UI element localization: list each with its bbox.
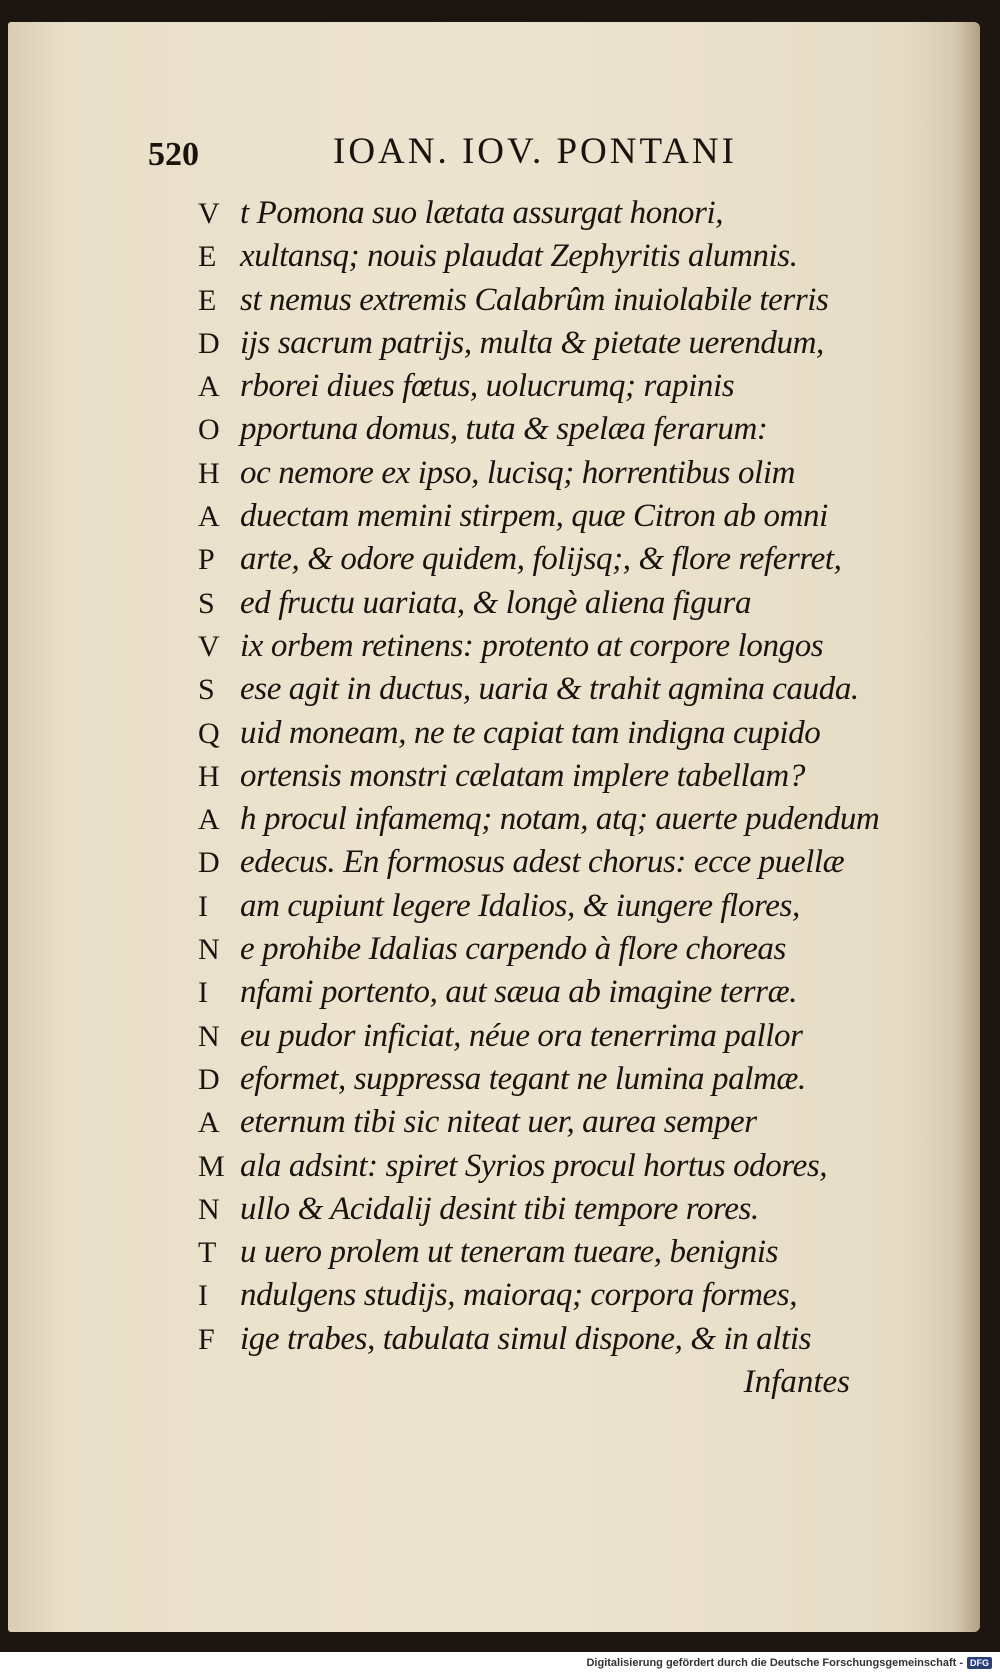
verse-text: uid moneam, ne te capiat tam indigna cupido: [240, 714, 821, 751]
verse-initial: I: [198, 976, 208, 1010]
verse-initial: A: [198, 500, 220, 534]
verse-text: eternum tibi sic niteat uer, aurea semper: [240, 1104, 757, 1141]
verse-text: xultansq; nouis plaudat Zephyritis alumnis.: [240, 238, 798, 275]
verse-text: st nemus extremis Calabrûm inuiolabile terris: [240, 281, 829, 318]
verse-list: [198, 192, 938, 1361]
verse-text: ullo & Acidalij desint tibi tempore rores.: [240, 1190, 759, 1227]
verse-text: pportuna domus, tuta & spelæa ferarum:: [240, 411, 768, 448]
verse-initial: Q: [198, 716, 220, 750]
verse-line: [198, 928, 938, 971]
verse-initial: F: [198, 1322, 215, 1356]
verse-line: [198, 408, 938, 451]
verse-line: [198, 365, 938, 408]
verse-initial: N: [198, 933, 220, 967]
verse-initial: E: [198, 283, 217, 317]
running-title: IOAN. IOV. PONTANI: [333, 131, 737, 172]
verse-text: am cupiunt legere Idalios, & iungere flores,: [240, 887, 800, 924]
verse-initial: N: [198, 1019, 220, 1053]
verse-initial: M: [198, 1149, 225, 1183]
verse-line: [198, 755, 938, 798]
verse-initial: D: [198, 846, 220, 880]
verse-line: [198, 538, 938, 581]
verse-text: nfami portento, aut sæua ab imagine terræ.: [240, 974, 798, 1011]
verse-initial: S: [198, 673, 215, 707]
verse-line: [198, 841, 938, 884]
verse-line: [198, 798, 938, 841]
verse-initial: V: [198, 629, 220, 663]
verse-line: [198, 1145, 938, 1188]
verse-text: rborei diues fœtus, uolucrumq; rapinis: [240, 368, 735, 405]
verse-initial: D: [198, 326, 220, 360]
verse-initial: E: [198, 240, 217, 274]
verse-initial: A: [198, 1106, 220, 1140]
verse-text: duectam memini stirpem, quæ Citron ab omni: [240, 498, 828, 535]
verse-initial: T: [198, 1236, 217, 1270]
running-head: [148, 122, 788, 178]
verse-initial: H: [198, 456, 220, 490]
funding-credit: Digitalisierung gefördert durch die Deutsche Forschungsgemeinschaft -: [586, 1657, 963, 1669]
catchword: Infantes: [743, 1364, 850, 1400]
verse-line: [198, 1231, 938, 1274]
verse-line: [198, 1015, 938, 1058]
verse-text: ese agit in ductus, uaria & trahit agmina cauda.: [240, 671, 859, 708]
verse-line: [198, 1188, 938, 1231]
verse-line: [198, 1274, 938, 1317]
verse-line: [198, 625, 938, 668]
verse-initial: S: [198, 586, 215, 620]
verse-text: eu pudor inficiat, néue ora tenerrima pallor: [240, 1017, 803, 1054]
verse-initial: A: [198, 803, 220, 837]
verse-line: [198, 495, 938, 538]
verse-initial: I: [198, 1279, 208, 1313]
verse-initial: V: [198, 197, 220, 230]
verse-text: ige trabes, tabulata simul dispone, & in altis: [240, 1320, 812, 1357]
verse-line: [198, 1318, 938, 1361]
verse-text: h procul infamemq; notam, atq; auerte pudendum: [240, 801, 880, 838]
page-number: 520: [148, 136, 199, 173]
verse-text: u uero prolem ut teneram tueare, benignis: [240, 1234, 779, 1271]
verse-initial: A: [198, 370, 220, 404]
verse-text: arte, & odore quidem, folijsq;, & flore referret,: [240, 541, 842, 578]
verse-initial: P: [198, 543, 215, 577]
verse-text: ix orbem retinens: protento at corpore longos: [240, 627, 824, 664]
verse-line: [198, 452, 938, 495]
dfg-logo-icon: DFG: [967, 1657, 992, 1669]
verse-text: ala adsint: spiret Syrios procul hortus odores,: [240, 1147, 828, 1184]
verse-initial: D: [198, 1062, 220, 1096]
verse-text: ed fructu uariata, & longè aliena figura: [240, 584, 752, 621]
verse-line: [198, 582, 938, 625]
book-page: [8, 22, 980, 1632]
verse-line: [198, 668, 938, 711]
digitization-footer: [586, 1654, 992, 1672]
verse-initial: I: [198, 889, 208, 923]
verse-line: [198, 322, 938, 365]
verse-text: t Pomona suo lætata assurgat honori,: [240, 195, 724, 231]
verse-line: [198, 712, 938, 755]
verse-text: ortensis monstri cælatam implere tabellam?: [240, 757, 805, 794]
verse-text: e prohibe Idalias carpendo à flore choreas: [240, 931, 786, 968]
verse-line: [198, 235, 938, 278]
verse-line: [198, 885, 938, 928]
verse-line: [198, 1058, 938, 1101]
verse-line: [198, 971, 938, 1014]
verse-line: [198, 279, 938, 322]
verse-text: eformet, suppressa tegant ne lumina palmæ.: [240, 1060, 806, 1097]
verse-line: [198, 1101, 938, 1144]
verse-initial: N: [198, 1192, 220, 1226]
verse-text: ndulgens studijs, maioraq; corpora formes,: [240, 1277, 798, 1314]
verse-line: [198, 192, 938, 235]
verse-text: oc nemore ex ipso, lucisq; horrentibus olim: [240, 454, 796, 491]
verse-initial: H: [198, 759, 220, 793]
verse-text: edecus. En formosus adest chorus: ecce puellæ: [240, 844, 845, 881]
verse-text: ijs sacrum patrijs, multa & pietate uerendum,: [240, 324, 824, 361]
verse-initial: O: [198, 413, 220, 447]
